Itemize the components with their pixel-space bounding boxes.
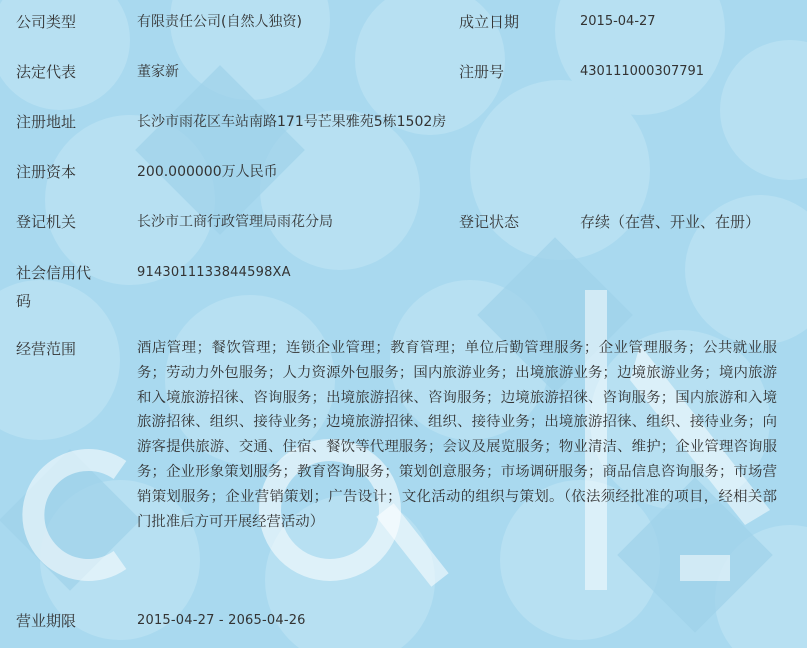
business-scope-value: 酒店管理；餐饮管理；连锁企业管理；教育管理；单位后勤管理服务；企业管理服务；公共就业服务；劳动力外包服务；人力资源外包服务；国内旅游业务；出境旅游业务；边境旅游业务；境内旅游和入境旅游招徕、咨询服务；出境旅游招徕、咨询服务；边境旅游招徕、咨询服务；国内旅游和入境旅游招徕、组织、接待业务；边境旅游招徕、组织、接待业务；出境旅游招徕、组织、接待业务；向游客提供旅游、交通、住宿、餐饮等代理服务；会议及展览服务；物业清洁、维护；企业管理咨询服务；企业形象策划服务；教育咨询服务；策划创意服务；市场调研服务；商品信息咨询服务；市场营销策划服务；企业营销策划；广告设计；文化活动的组织与策划。（依法须经批准的项目，经相关部门批准后方可开展经营活动） — [137, 340, 777, 530]
reg-capital-value: 200.000000万人民币 — [137, 164, 278, 180]
reg-capital-label: 注册资本 — [16, 163, 77, 181]
reg-status-label: 登记状态 — [459, 213, 520, 231]
established-value: 2015-04-27 — [580, 14, 656, 29]
credit-code-label-line1: 社会信用代 — [16, 264, 92, 282]
reg-no-label: 注册号 — [459, 63, 505, 81]
credit-code-label — [16, 259, 116, 315]
reg-no-value: 430111000307791 — [580, 64, 705, 79]
reg-authority-label: 登记机关 — [16, 213, 77, 231]
company-type-label: 公司类型 — [16, 13, 77, 31]
credit-code-value: 9143011133844598XA — [137, 265, 291, 280]
reg-status-value: 存续（在营、开业、在册） — [580, 213, 761, 231]
legal-rep-value: 董家新 — [137, 64, 179, 80]
reg-address-value: 长沙市雨花区车站南路171号芒果雅苑5栋1502房 — [137, 114, 447, 130]
legal-rep-label: 法定代表 — [16, 63, 77, 81]
reg-address-label: 注册地址 — [16, 113, 77, 131]
company-type-value: 有限责任公司(自然人独资) — [137, 14, 302, 30]
business-term-value: 2015-04-27 - 2065-04-26 — [137, 613, 306, 628]
established-label: 成立日期 — [459, 13, 520, 31]
business-term-label: 营业期限 — [16, 612, 77, 630]
credit-code-label-line2: 码 — [16, 292, 32, 310]
business-scope-label: 经营范围 — [16, 340, 77, 358]
reg-authority-value: 长沙市工商行政管理局雨花分局 — [137, 214, 333, 230]
